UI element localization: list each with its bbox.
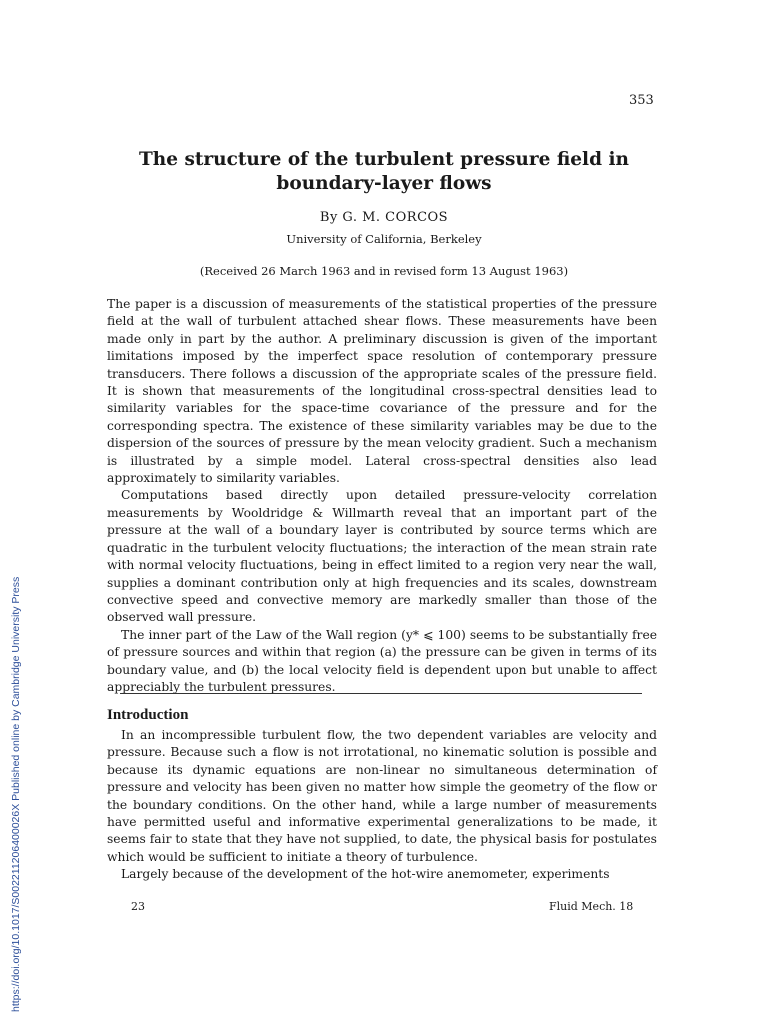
title-line-1: The structure of the turbulent pressure field in bbox=[139, 149, 629, 170]
abstract-paragraph-3: The inner part of the Law of the Wall region (y* ⩽ 100) seems to be substantially free of pressure sources and within that region (a) the pressure can be given in terms of its boundary value, and (b) the local velocity field is dependent upon but unable to affect appreciably the turbulent pressures. bbox=[107, 627, 657, 694]
abstract-paragraph-1: The paper is a discussion of measurements of the statistical properties of the pressure field at the wall of turbulent attached shear flows. These measurements have been made only in part by the author. A preliminary discussion is given of the important limitations imposed by the imperfect space resolution of contemporary pressure transducers. There follows a discussion of the appropriate scales of the pressure field. It is shown that measurements of the longitudinal cross-spectral densities lead to similarity variables for the space-time covariance of the pressure and for the corresponding spectra. The existence of these similarity variables may be due to the dispersion of the sources of pressure by the mean velocity gradient. Such a mechanism is illustrated by a simple model. Lateral cross-spectral densities also lead approximately to similarity variables. bbox=[107, 297, 657, 486]
abstract-paragraph-2: Computations based directly upon detailed pressure-velocity correlation measurements by Wooldridge & Willmarth reveal that an important part of the pressure at the wall of a boundary layer is contributed by source terms which are quadratic in the turbulent velocity fluctuations; the interaction of the mean strain rate with normal velocity fluctuations, being in effect limited to a region very near the wall, supplies a dominant contribution only at high frequencies and its scales, downstream convective speed and convective memory are markedly smaller than those of the observed wall pressure. bbox=[107, 488, 657, 625]
affiliation: University of California, Berkeley bbox=[286, 232, 482, 246]
paper-title bbox=[0, 148, 768, 196]
author-line: By G. M. CORCOS bbox=[319, 210, 449, 225]
page-number: 353 bbox=[629, 93, 654, 108]
doi-sidebar-link[interactable]: https://doi.org/10.1017/S002211206400026X Published online by Cambridge University Press bbox=[10, 576, 22, 1012]
title-line-2: boundary-layer flows bbox=[276, 173, 492, 194]
footer-journal: Fluid Mech. 18 bbox=[549, 900, 634, 913]
section-divider bbox=[120, 693, 642, 694]
received-date: (Received 26 March 1963 and in revised form 13 August 1963) bbox=[199, 264, 569, 278]
abstract bbox=[107, 296, 657, 696]
body-text bbox=[107, 727, 657, 884]
section-heading: Introduction bbox=[107, 707, 189, 723]
footer-page-signature: 23 bbox=[131, 900, 145, 913]
body-paragraph-1: In an incompressible turbulent flow, the two dependent variables are velocity and pressure. Because such a flow is not irrotational, no kinematic solution is possible and because its dynamic equations are non-linear no simultaneous determination of pressure and velocity has been given no matter how simple the geometry of the flow or the boundary conditions. On the other hand, while a large number of measurements have permitted useful and informative experimental generalizations to be made, it seems fair to state that they have not supplied, to date, the physical basis for postulates which would be sufficient to initiate a theory of turbulence. bbox=[107, 728, 657, 864]
body-paragraph-2: Largely because of the development of the hot-wire anemometer, experiments bbox=[121, 867, 610, 882]
